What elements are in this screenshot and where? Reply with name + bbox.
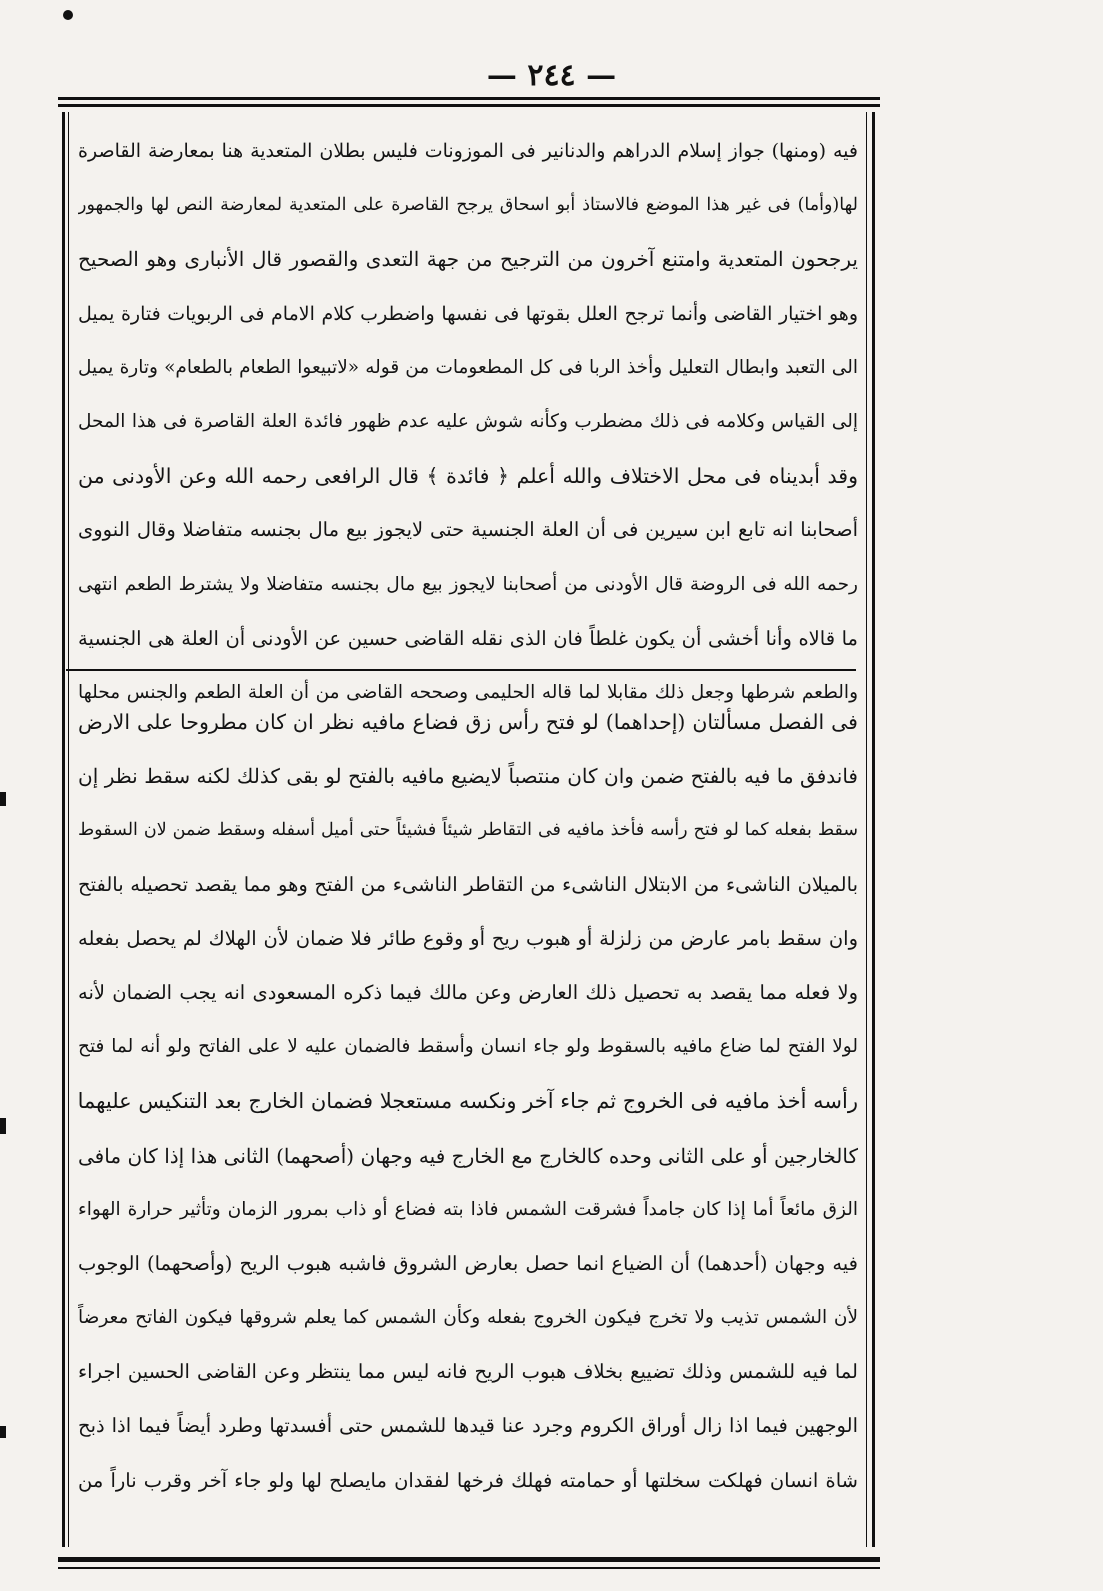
main-text-line: وان سقط بامر عارض من زلزلة أو هبوب ريح أو وقوع طائر فلا ضمان لأن الهلاك لم يحصل بفعله [78, 926, 858, 950]
main-text-line: ولا فعله مما يقصد به تحصيل ذلك العارض وعن مالك فيما ذكره المسعودى انه يجب الضمان لأنه [78, 980, 858, 1004]
page-number: — ٢٤٤ — [486, 58, 617, 93]
main-text-line: شاة انسان فهلكت سخلتها أو حمامته فهلك فرخها لفقدان مايصلح لها ولو جاء آخر وقرب ناراً من [78, 1468, 858, 1492]
main-text-line: بالميلان الناشىء من الابتلال الناشىء من التقاطر الناشىء من الفتح وهو مما يقصد تحصيله بالفتح [78, 872, 858, 896]
main-text-line: سقط بفعله كما لو فتح رأسه فأخذ مافيه فى التقاطر شيئاً فشيئاً حتى أميل أسفله وسقط ضمن لان السقوط [78, 820, 858, 841]
commentary-section [78, 136, 858, 732]
main-text-line: كالخارجين أو على الثانى وحده كالخارج مع الخارج فيه وجهان (أصحهما) الثانى هذا إذا كان مافى [78, 1143, 858, 1168]
ink-dot [63, 10, 73, 20]
margin-mark [0, 1118, 6, 1134]
margin-mark [0, 1426, 6, 1438]
margin-mark [0, 792, 6, 806]
main-text-line: فاندفق ما فيه بالفتح ضمن وان كان منتصباً لايضيع مافيه بالفتح لو بقى كذلك لكنه سقط نظر إن [78, 764, 858, 789]
main-text-line: فى الفصل مسألتان (إحداهما) لو فتح رأس زق فضاع مافيه نظر ان كان مطروحا على الارض [78, 710, 858, 734]
frame-right-inner-rule [866, 112, 867, 1547]
commentary-line: وهو اختيار القاضى وأنما ترجح العلل بقوتها فى نفسها واضطرب كلام الامام فى الربويات فتارة يميل [78, 302, 858, 325]
main-text-line: الوجهين فيما اذا زال أوراق الكروم وجرد عنا قيدها للشمس حتى أفسدتها وطرد أيضاً فيما اذا ذبح [78, 1414, 858, 1438]
commentary-line: إلى القياس وكلامه فى ذلك مضطرب وكأنه شوش عليه عدم ظهور فائدة العلة القاصرة فى هذا المحل [78, 410, 858, 432]
commentary-line: أصحابنا انه تابع ابن سيرين فى أن العلة الجنسية حتى لايجوز بيع مال بجنسه متفاضلا وقال النووى [78, 518, 858, 542]
section-divider [66, 669, 856, 671]
frame-left-rule [62, 112, 65, 1547]
main-text-line: لولا الفتح لما ضاع مافيه بالسقوط ولو جاء انسان وأسقط فالضمان عليه لا على الفاتح ولو أنه لما فتح [78, 1036, 858, 1058]
main-text-line: لأن الشمس تذيب ولا تخرج فيكون الخروج بفعله وكأن الشمس كما يعلم شروقها فيكون الفاتح معرضاً [78, 1307, 858, 1329]
main-text-line: الزق مائعاً أما إذا كان جامداً فشرقت الشمس فاذا بته فضاع أو ذاب بمرور الزمان وتأثير حرارة الهواء [78, 1198, 858, 1220]
frame-left-inner-rule [68, 112, 69, 1547]
main-text-section [78, 707, 858, 1520]
commentary-line: يرجحون المتعدية وامتنع آخرون من الترجيح من جهة التعدى والقصور قال الأنبارى وهو الصحيح [78, 247, 858, 272]
commentary-line: لها(وأما) فى غير هذا الموضع فالاستاذ أبو اسحاق يرجح القاصرة على المتعدية لمعارضة النص لها والجمهور [78, 195, 858, 216]
commentary-line: الى التعبد وابطال التعليل وأخذ الربا فى كل المطعومات من قوله «لاتبيعوا الطعام بالطعام» وتارة يميل [78, 356, 858, 378]
main-text-line: لما فيه للشمس وذلك تضييع بخلاف هبوب الريح فانه ليس مما ينتظر وعن القاضى الحسين اجراء [78, 1360, 858, 1384]
frame-right-rule [872, 112, 875, 1547]
main-text-line: رأسه أخذ مافيه فى الخروج ثم جاء آخر ونكسه مستعجلا فضمان الخارج بعد التنكيس عليهما [78, 1089, 858, 1114]
commentary-line: رحمه الله فى الروضة قال الأودنى من أصحابنا لايجوز بيع مال بجنسه متفاضلا ولا يشترط الطعم انتهى [78, 573, 858, 595]
commentary-line: والطعم شرطها وجعل ذلك مقابلا لما قاله الحليمى وصححه القاضى من أن العلة الطعم والجنس محلها [78, 681, 858, 703]
commentary-line: ما قالاه وأنا أخشى أن يكون غلطاً فان الذى نقله القاضى حسين عن الأودنى أن العلة هى الجنسية [78, 626, 858, 650]
commentary-line: وقد أبديناه فى محل الاختلاف والله أعلم ﴿ فائدة ﴾ قال الرافعى رحمه الله وعن الأودنى من [78, 464, 858, 489]
main-text-line: فيه وجهان (أحدهما) أن الضياع انما حصل بعارض الشروق فاشبه هبوب الريح (وأصحهما) الوجوب [78, 1251, 858, 1275]
commentary-line: فيه (ومنها) جواز إسلام الدراهم والدنانير فى الموزونات فليس بطلان المتعدية هنا بمعارضة القاصرة [78, 140, 858, 162]
